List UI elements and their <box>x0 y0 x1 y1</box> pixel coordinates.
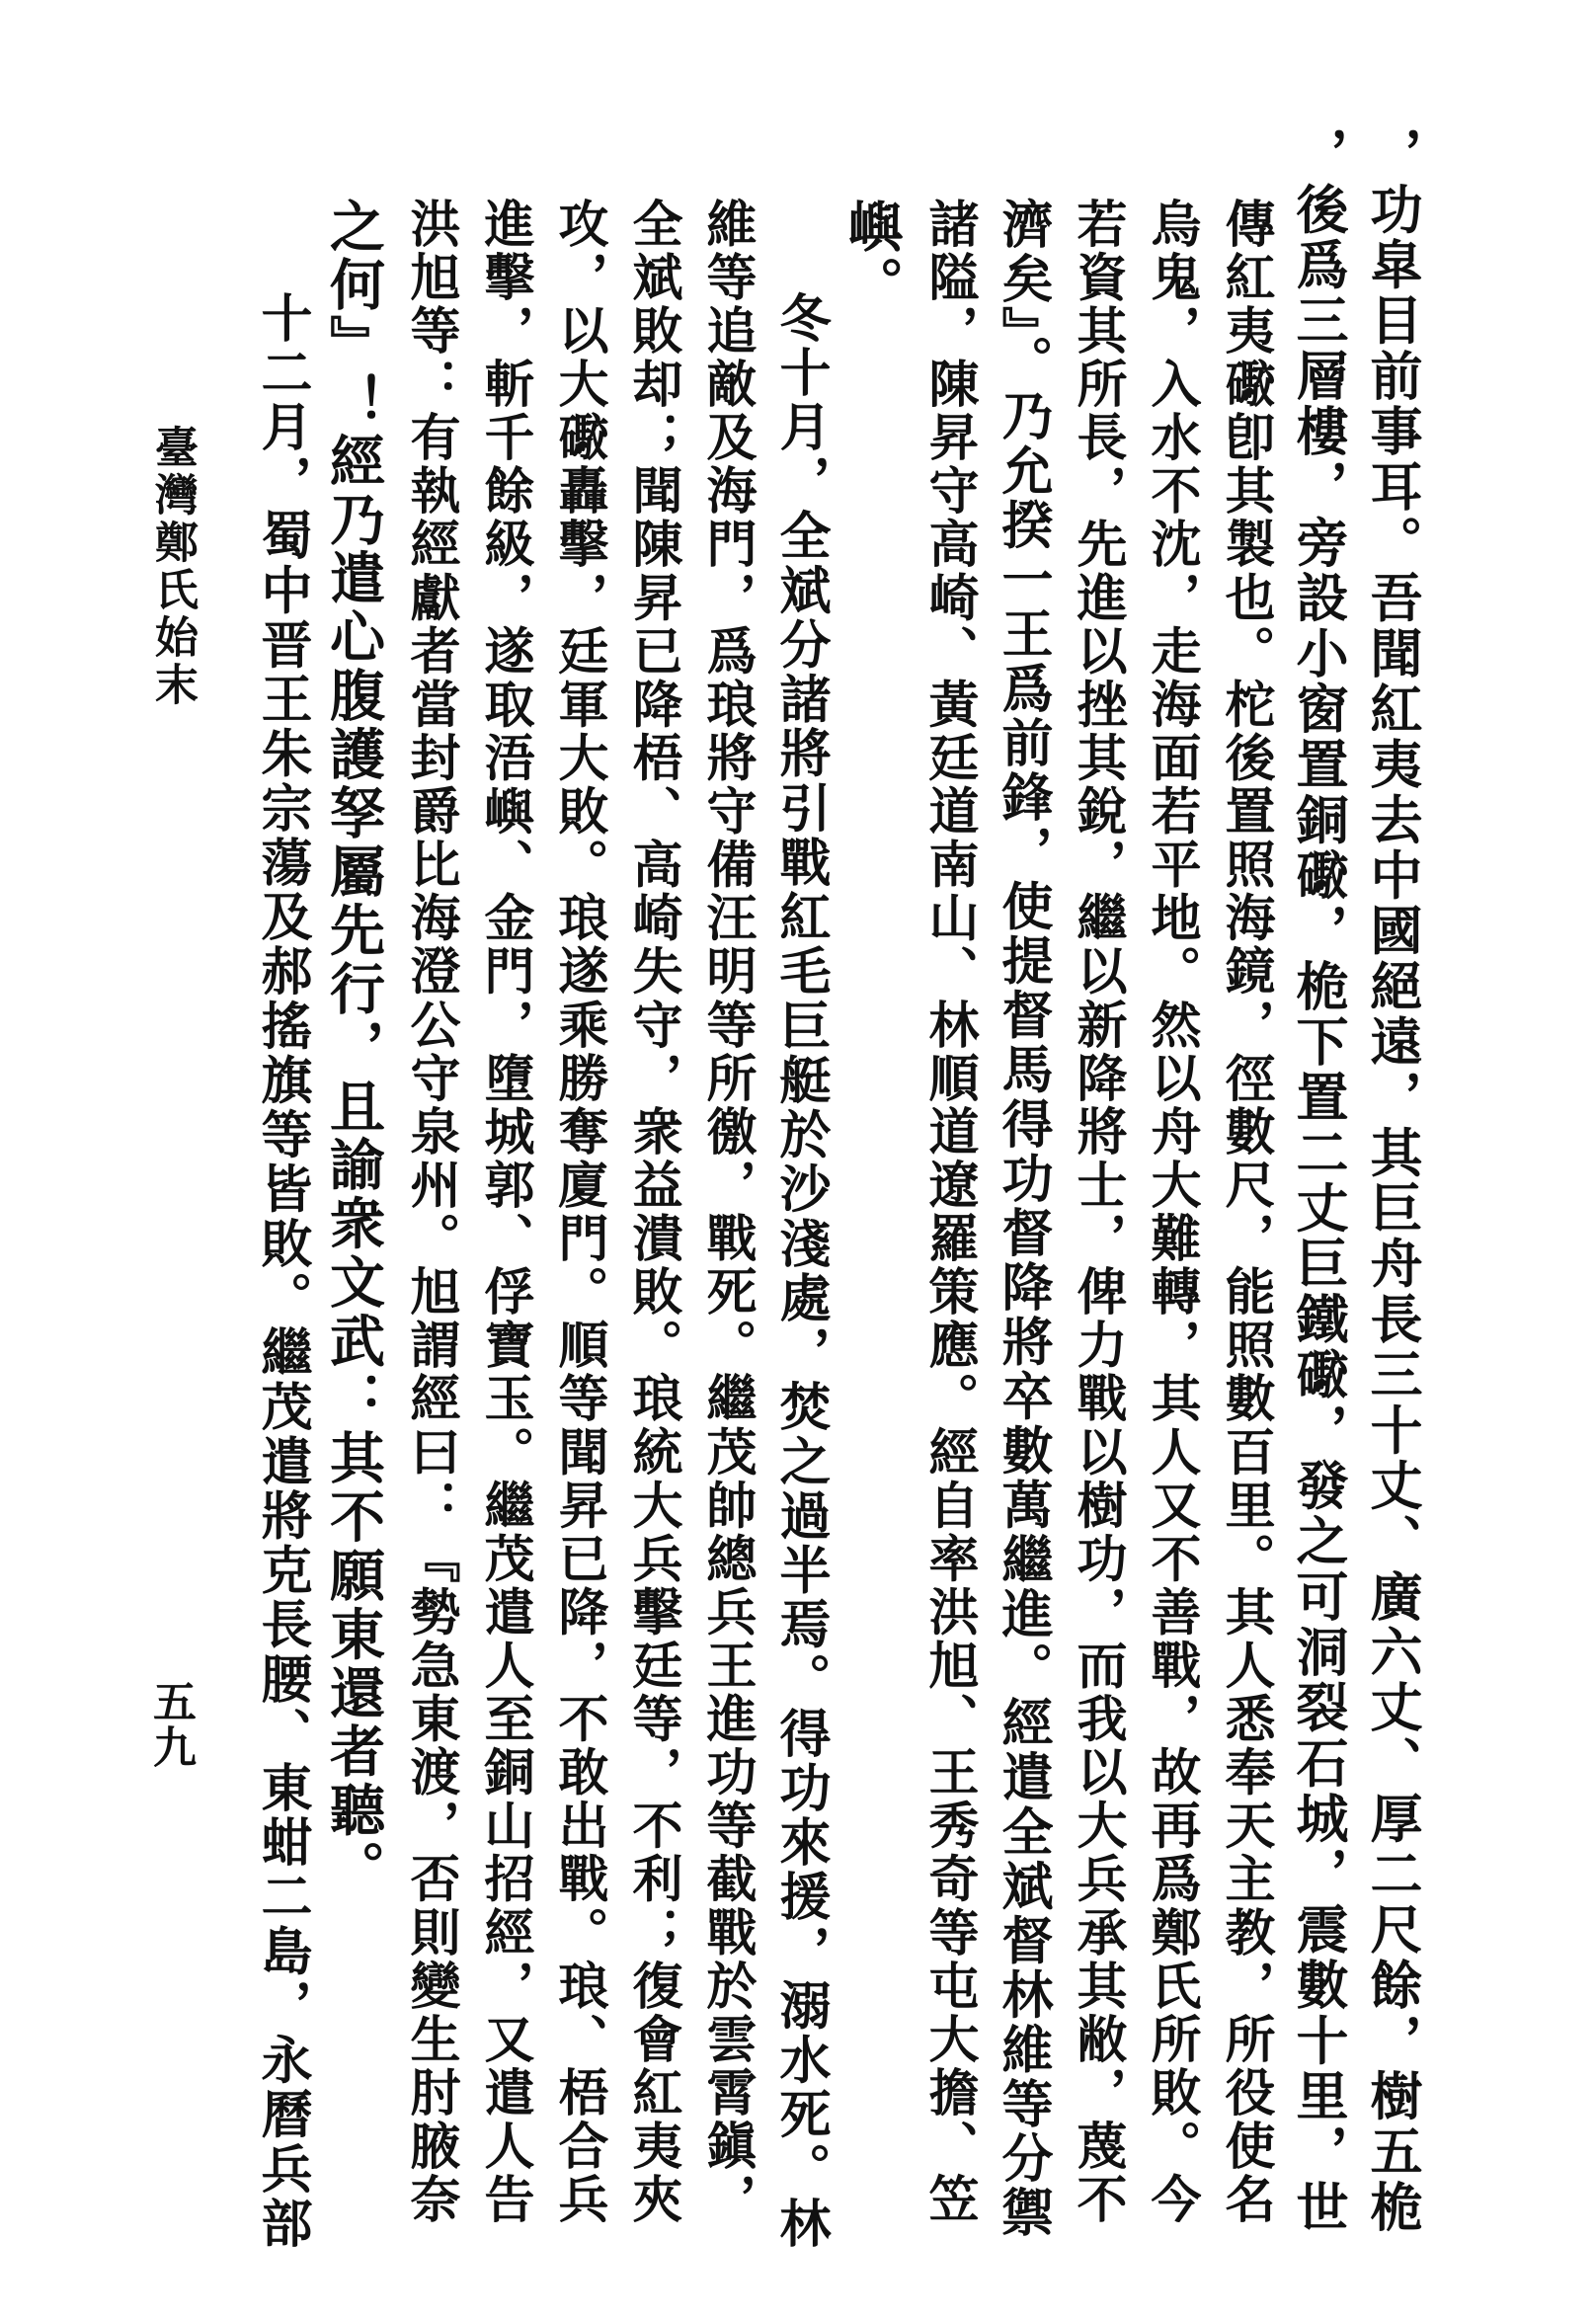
text-column-2: ，後爲三層樓，旁設小窗置銅礮，桅下置二丈巨鐵礮，發之可洞裂石城，震數十里，世 <box>1288 126 1349 2235</box>
text-column-9: 冬十月，全斌分諸將引戰紅毛巨艇於沙淺處，焚之過半焉。得功來援，溺水死。林 <box>770 291 831 2252</box>
text-column-7: 諸隘，陳昇守高崎、黃廷道南山、林順道遼羅策應。經自率洪旭、王秀奇等屯大擔、笠 <box>919 198 979 2227</box>
text-column-10: 維等追敵及海門，爲琅將守備汪明等所徼，戰死。繼茂帥總兵王進功等截戰於雲霄鎭， <box>697 198 757 2227</box>
text-column-16: 十二月，蜀中晋王朱宗蕩及郝搖旗等皆敗。繼茂遣將克長腰、東蚶二島，永曆兵部 <box>252 291 312 2252</box>
page-number: 五九 <box>145 1679 196 1770</box>
text-column-1: ，功皐目前事耳。吾聞紅夷去中國絕遠，其巨舟長三十丈、廣六丈、厚二尺餘，樹五桅 <box>1362 126 1423 2235</box>
text-column-14: 洪旭等：有執經獻者當封爵比海澄公守泉州。旭謂經曰：『勢急東渡，否則變生肘腋奈 <box>401 198 460 2227</box>
text-column-5: 若資其所長，先進以挫其銳，繼以新降將士，俾力戰以樹功，而我以大兵承其敝，蔑不 <box>1068 198 1127 2227</box>
text-column-15: 之何』！經乃遣心腹護孥屬先行，且諭衆文武：其不願東還者聽。 <box>321 198 386 1899</box>
running-title: 臺灣鄭氏始末 <box>147 425 198 709</box>
text-column-3: 傳紅夷礮卽其製也。柁後置照海鏡，徑數尺，能照數百里。其人悉奉天主教，所役使名 <box>1216 198 1275 2227</box>
text-column-13: 進擊，斬千餘級，遂取浯嶼、金門，墮城郭、俘寶玉。繼茂遣人至銅山招經，又遣人告 <box>475 198 534 2227</box>
text-column-6: 濟矣』。乃允揆一王爲前鋒，使提督馬得功督降將卒數萬繼進。經遣全斌督林維等分禦 <box>993 198 1053 2241</box>
text-column-4: 烏鬼，入水不沈，走海面若平地。然以舟大難轉，其人又不善戰，故再爲鄭氏所敗。今 <box>1142 198 1201 2227</box>
text-column-12: 攻，以大礮轟擊，廷軍大敗。琅遂乘勝奪廈門。順等聞昇已降，不敢出戰。琅、梧合兵 <box>549 198 608 2227</box>
text-column-11: 全斌敗却；聞陳昇已降梧、高崎失守，衆益潰敗。琅統大兵擊廷等，不利；復會紅夷夾 <box>623 198 682 2227</box>
text-column-8: 嶼。 <box>839 198 905 315</box>
